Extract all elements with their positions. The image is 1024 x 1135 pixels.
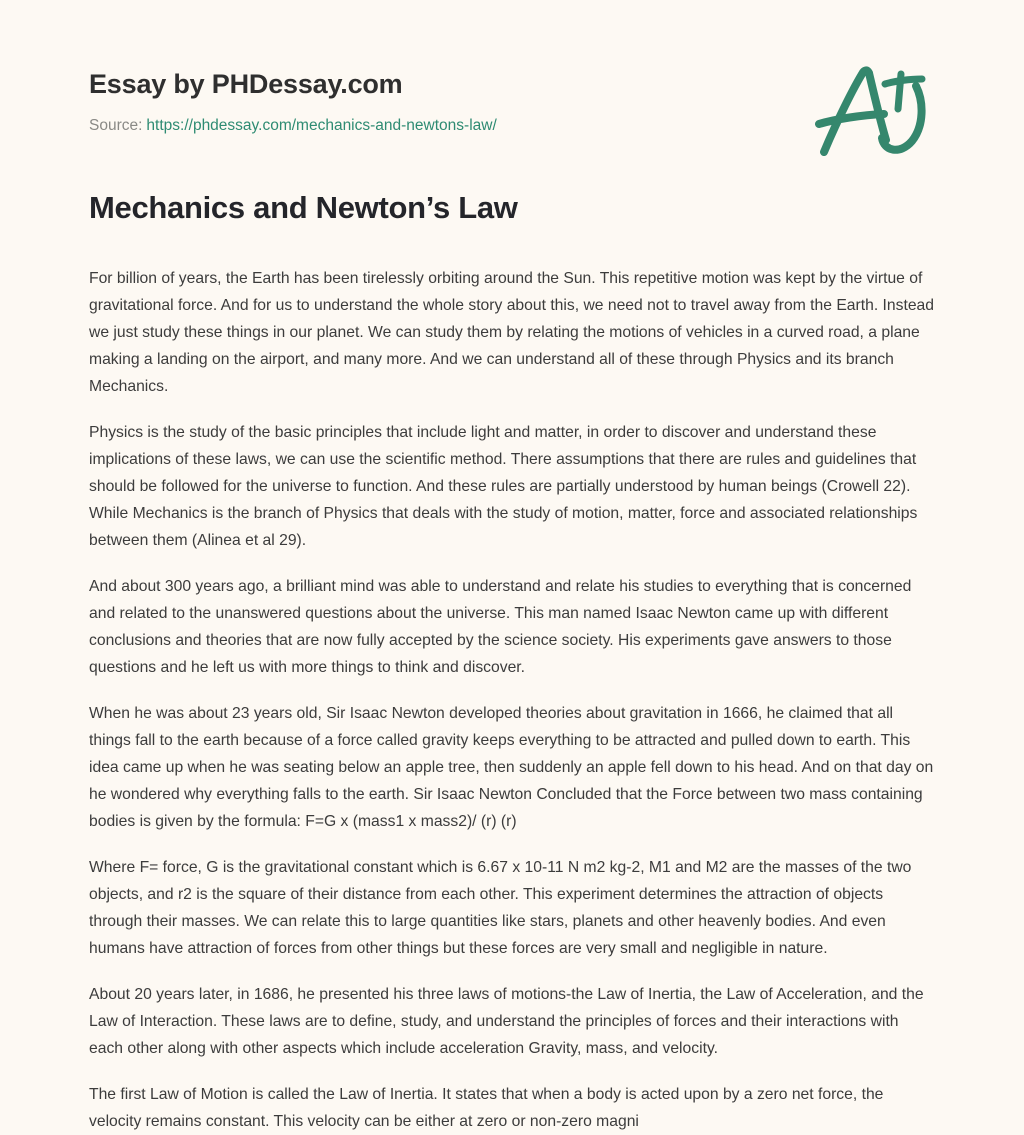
page-title: Mechanics and Newton’s Law — [89, 189, 518, 225]
paragraph: The first Law of Motion is called the Law of Inertia. It states that when a body is acted upon by a zero net force, the velocity remains constant. This velocity can be either at zero or non-zero magni — [89, 1086, 884, 1131]
paragraph: For billion of years, the Earth has been tirelessly orbiting around the Sun. This repetitive motion was kept by the virtue of gravitational force. And for us to understand the whole story about this, we need not to travel away from the Earth. Instead we just study these things in our planet. We can study them by relating the motions of vehicles in a curved road, a plane making a landing on the airport, and many more. And we can understand all of these through Physics and its branch Mechanics. — [89, 270, 934, 396]
site-title: Essay by PHDessay.com — [89, 69, 403, 99]
source-label: Source: — [89, 117, 143, 135]
paragraph: When he was about 23 years old, Sir Isaac Newton developed theories about gravitation in 1666, he claimed that all things fall to the earth because of a force called gravity keeps everything to be attracted and pulled down to earth. This idea came up when he was seating below an apple tree, then suddenly an apple fell down to his head. And on that day on he wondered why everything falls to the earth. Sir Isaac Newton Concluded that the Force between two mass containing bodies is given by the formula: F=G x (mass1 x mass2)/ (r) (r) — [89, 705, 934, 831]
source-url-link[interactable]: https://phdessay.com/mechanics-and-newtons-law/ — [146, 117, 497, 135]
paragraph: Physics is the study of the basic principles that include light and matter, in order to discover and understand these implications of these laws, we can use the scientific method. There assumptions that there are rules and guidelines that should be followed for the universe to function. And these rules are partially understood by human beings (Crowell 22). While Mechanics is the branch of Physics that deals with the study of motion, matter, force and associated relationships between them (Alinea et al 29). — [89, 424, 918, 550]
a-plus-logo-icon — [800, 48, 940, 168]
paragraph: Where F= force, G is the gravitational constant which is 6.67 x 10-11 N m2 kg-2, M1 and M2 are the masses of the two objects, and r2 is the square of their distance from each other. This experiment determines the attraction of objects through their masses. We can relate this to large quantities like stars, planets and other heavenly bodies. And even humans have attraction of forces from other things but these forces are very small and negligible in nature. — [89, 859, 912, 958]
page-header — [89, 0, 935, 137]
a-plus-logo[interactable] — [800, 48, 940, 168]
paragraph: About 20 years later, in 1686, he presented his three laws of motions-the Law of Inertia, the Law of Acceleration, and the Law of Interaction. These laws are to define, study, and understand the principles of forces and their interactions with each other along with other aspects which include acceleration Gravity, mass, and velocity. — [89, 986, 924, 1058]
paragraph: And about 300 years ago, a brilliant mind was able to understand and relate his studies to everything that is concerned and related to the unanswered questions about the universe. This man named Isaac Newton came up with different conclusions and theories that are now fully accepted by the science society. His experiments gave answers to those questions and he left us with more things to think and discover. — [89, 578, 912, 677]
article-body — [89, 189, 935, 1135]
